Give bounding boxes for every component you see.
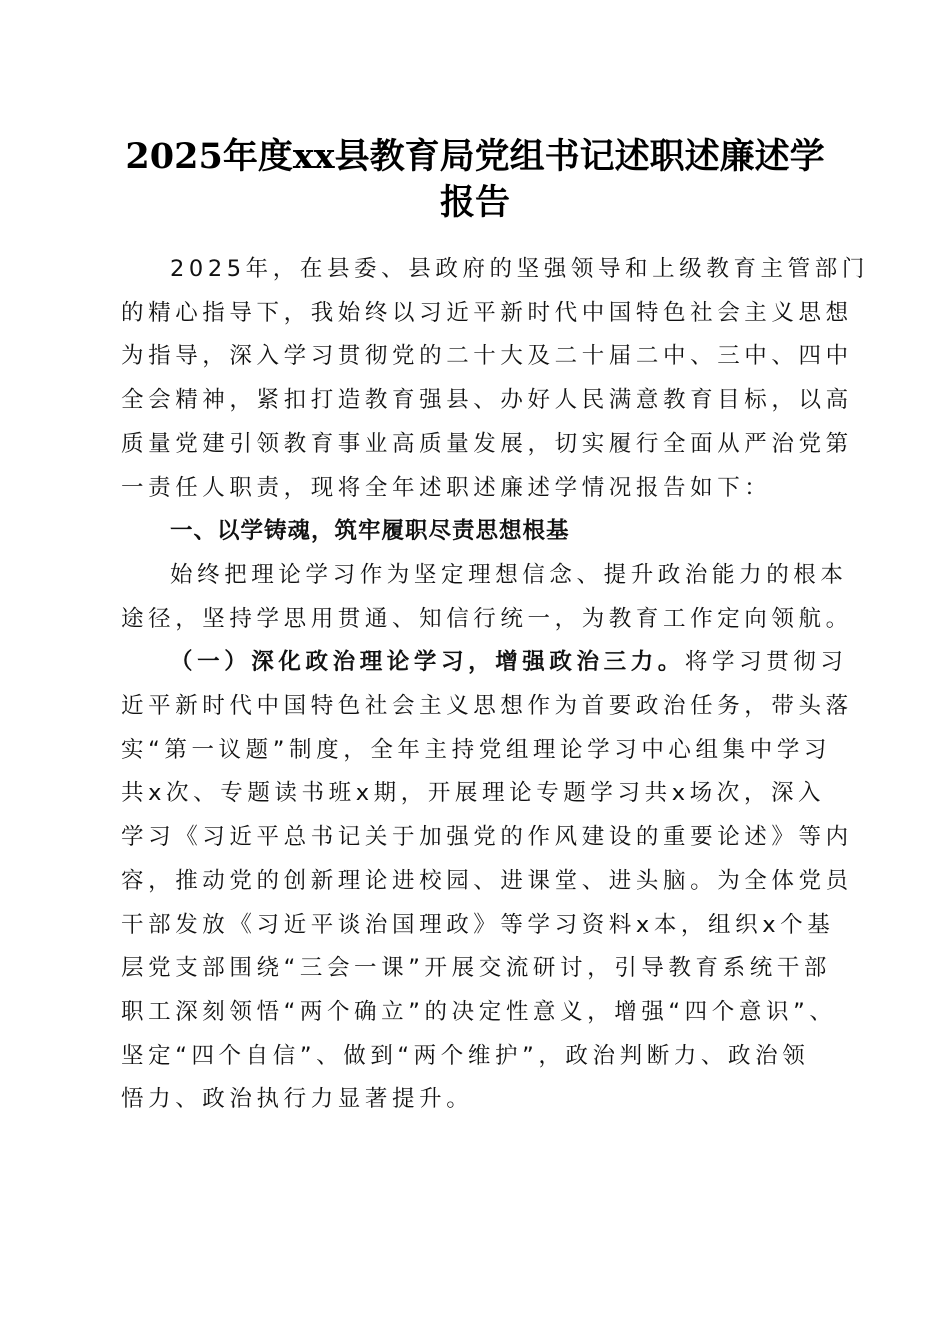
text-line: 层党支部围绕“三会一课”开展交流研讨，引导教育系统干部 xyxy=(121,955,832,982)
text-line: 的精心指导下，我始终以习近平新时代中国特色社会主义思想 xyxy=(121,299,853,326)
text-run: 将学习贯彻习 xyxy=(684,649,848,676)
section-heading: 一、以学铸魂，筑牢履职尽责思想根基 xyxy=(170,518,570,545)
title-line-1: 2025年度xx县教育局党组书记述职述廉述学 xyxy=(125,136,825,177)
text-line: 干部发放《习近平谈治国理政》等学习资料x本，组织x个基 xyxy=(121,911,835,938)
text-line: 容，推动党的创新理论进校园、进课堂、进头脑。为全体党员 xyxy=(121,867,853,894)
subsection-paragraph xyxy=(121,641,853,1122)
text-line: 全会精神，紧扣打造教育强县、办好人民满意教育目标，以高 xyxy=(121,387,853,414)
text-line: 悟力、政治执行力显著提升。 xyxy=(121,1086,474,1113)
text-line: 一责任人职责，现将全年述职述廉述学情况报告如下： xyxy=(121,474,772,501)
text-line: 始终把理论学习作为坚定理想信念、提升政治能力的根本 xyxy=(170,561,848,588)
document-body xyxy=(121,248,869,1122)
intro-paragraph xyxy=(121,248,869,510)
title-line-2: 报告 xyxy=(439,182,510,223)
text-line: 途径，坚持学思用贯通、知信行统一，为教育工作定向领航。 xyxy=(121,605,853,632)
document-title xyxy=(110,134,840,226)
text-line: 职工深刻领悟“两个确立”的决定性意义，增强“四个意识”、 xyxy=(121,998,837,1025)
text-line: 坚定“四个自信”、做到“两个维护”，政治判断力、政治领 xyxy=(121,1042,810,1069)
text-line: 学习《习近平总书记关于加强党的作风建设的重要论述》等内 xyxy=(121,824,853,851)
text-line: 质量党建引领教育事业高质量发展，切实履行全面从严治党第 xyxy=(121,430,853,457)
text-line: 实“第一议题”制度，全年主持党组理论学习中心组集中学习 xyxy=(121,736,832,763)
text-line: 为指导，深入学习贯彻党的二十大及二十届二中、三中、四中 xyxy=(121,343,853,370)
text-line: 近平新时代中国特色社会主义思想作为首要政治任务，带头落 xyxy=(121,693,853,720)
text-line: 2025年，在县委、县政府的坚强领导和上级教育主管部门 xyxy=(170,256,869,282)
text-line xyxy=(121,641,848,685)
subsection-heading: （一）深化政治理论学习，增强政治三力。 xyxy=(170,649,685,676)
section-intro-paragraph xyxy=(121,554,853,641)
text-line: 共x次、专题读书班x期，开展理论专题学习共x场次，深入 xyxy=(121,780,826,807)
